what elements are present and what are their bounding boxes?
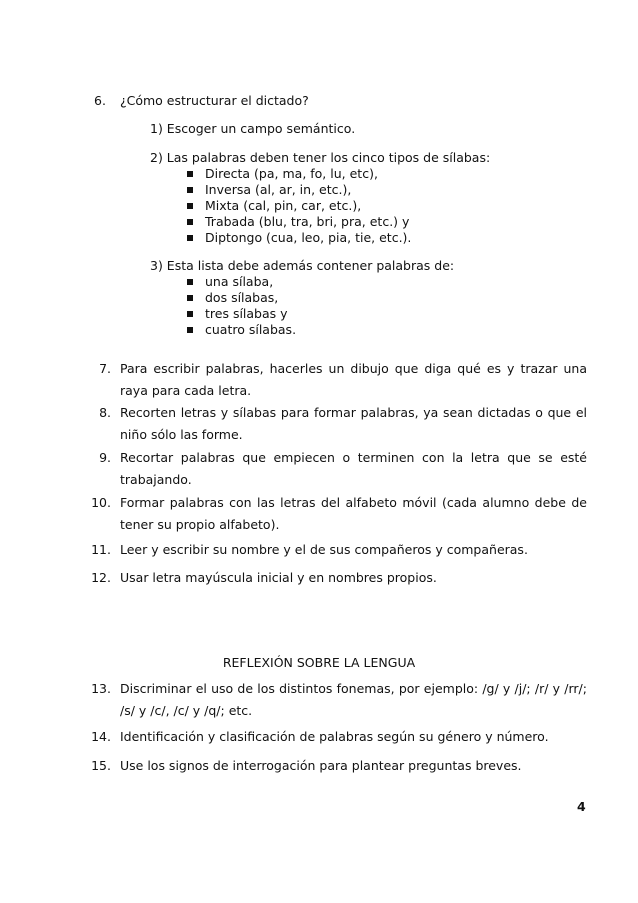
bullet-item [187, 182, 351, 198]
item-10-text: Formar palabras con las letras del alfabeto móvil (cada alumno debe de tener su propio alfabeto). [120, 495, 587, 532]
square-bullet-icon [187, 235, 193, 241]
item-11-number: 11. [91, 542, 111, 557]
bullet-text: una sílaba, [205, 274, 274, 289]
item-9-number: 9. [99, 450, 111, 465]
page-number: 4 [577, 799, 586, 814]
item-15-number: 15. [91, 758, 111, 773]
square-bullet-icon [187, 171, 193, 177]
square-bullet-icon [187, 203, 193, 209]
bullet-text: Diptongo (cua, leo, pia, tie, etc.). [205, 230, 412, 245]
item-8-text: Recorten letras y sílabas para formar palabras, ya sean dictadas o que el niño sólo las forme. [120, 405, 587, 442]
bullet-item [187, 230, 411, 246]
square-bullet-icon [187, 187, 193, 193]
bullet-item [187, 166, 378, 182]
item-7-text: Para escribir palabras, hacerles un dibujo que diga qué es y trazar una raya para cada letra. [120, 361, 587, 398]
bullet-text: dos sílabas, [205, 290, 279, 305]
section-heading: REFLEXIÓN SOBRE LA LENGUA [222, 655, 416, 670]
bullet-text: Mixta (cal, pin, car, etc.), [205, 198, 362, 213]
item-14-number: 14. [91, 729, 111, 744]
subitem-2: 2) Las palabras deben tener los cinco tipos de sílabas: [150, 150, 491, 165]
bullet-text: Inversa (al, ar, in, etc.), [205, 182, 352, 197]
item-12-text: Usar letra mayúscula inicial y en nombres propios. [120, 570, 437, 585]
item-9-text: Recortar palabras que empiecen o terminen con la letra que se esté trabajando. [120, 450, 587, 487]
bullet-text: Directa (pa, ma, fo, lu, etc), [205, 166, 378, 181]
subitem-3: 3) Esta lista debe además contener palabras de: [150, 258, 455, 273]
item-6-number: 6. [94, 93, 106, 108]
bullet-text: cuatro sílabas. [205, 322, 297, 337]
item-8-number: 8. [99, 405, 111, 420]
bullet-text: tres sílabas y [205, 306, 288, 321]
bullet-item [187, 322, 296, 338]
square-bullet-icon [187, 295, 193, 301]
item-6-text: ¿Cómo estructurar el dictado? [120, 93, 309, 108]
bullet-text: Trabada (blu, tra, bri, pra, etc.) y [205, 214, 410, 229]
item-7-number: 7. [99, 361, 111, 376]
item-13-number: 13. [91, 681, 111, 696]
bullet-item [187, 290, 278, 306]
bullet-item [187, 198, 361, 214]
item-15-text: Use los signos de interrogación para plantear preguntas breves. [120, 758, 522, 773]
bullet-item [187, 214, 409, 230]
item-10-number: 10. [91, 495, 111, 510]
square-bullet-icon [187, 279, 193, 285]
subitem-1: 1) Escoger un campo semántico. [150, 121, 356, 136]
square-bullet-icon [187, 327, 193, 333]
square-bullet-icon [187, 311, 193, 317]
item-12-number: 12. [91, 570, 111, 585]
bullet-item [187, 274, 273, 290]
item-14-text: Identificación y clasificación de palabras según su género y número. [120, 729, 549, 744]
item-13-text: Discriminar el uso de los distintos fonemas, por ejemplo: /g/ y /j/; /r/ y /rr/; /s/ y /c/, /c/ y /q/; etc. [120, 681, 587, 718]
item-11-text: Leer y escribir su nombre y el de sus compañeros y compañeras. [120, 542, 528, 557]
bullet-item [187, 306, 288, 322]
square-bullet-icon [187, 219, 193, 225]
